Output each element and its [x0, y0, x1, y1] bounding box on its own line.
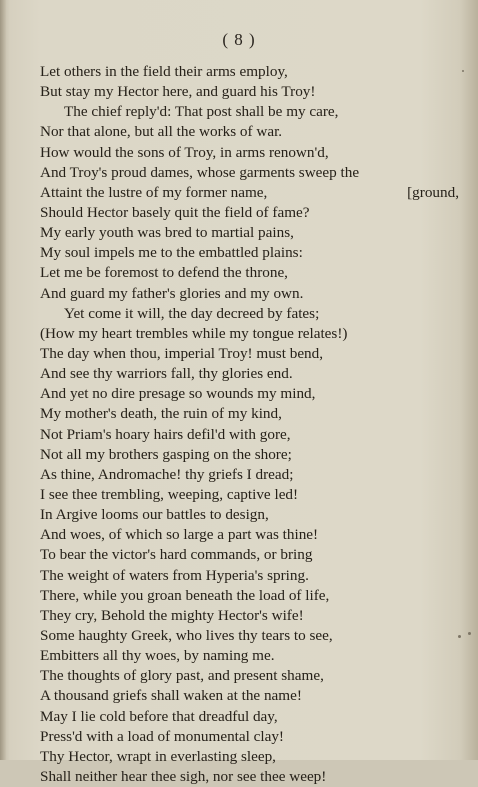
poem-line-text: And yet no dire presage so wounds my mind, [40, 385, 316, 403]
poem-line [40, 263, 465, 283]
poem-line [40, 747, 465, 767]
poem-line [40, 384, 465, 404]
poem-line-text: Let me be foremost to defend the throne, [40, 264, 288, 282]
poem-line-text: I see thee trembling, weeping, captive led! [40, 485, 299, 503]
poem-line [40, 344, 465, 364]
poem-line [40, 485, 465, 505]
poem-line-text: And Troy's proud dames, whose garments sweep the [40, 163, 360, 181]
page-number: ( 8 ) [222, 30, 256, 49]
poem-line [40, 727, 465, 747]
poem-line-text: Attaint the lustre of my former name, [40, 183, 268, 201]
poem-line-text: The chief reply'd: That post shall be my care, [64, 103, 339, 121]
turnover-word: [ground, [407, 183, 459, 201]
poem-line-text: Not Priam's hoary hairs defil'd with gore, [40, 425, 291, 443]
poem-line [40, 586, 465, 606]
poem-line [40, 284, 465, 304]
poem-line [40, 767, 465, 787]
poem-line-text: They cry, Behold the mighty Hector's wife! [40, 606, 304, 624]
poem-line [40, 203, 465, 223]
poem-line [40, 364, 465, 384]
poem-line-text: A thousand griefs shall waken at the name! [40, 687, 302, 705]
poem-line-text: As thine, Andromache! thy griefs I dread; [40, 465, 294, 483]
poem-line-text: The day when thou, imperial Troy! must bend, [40, 344, 324, 362]
poem-line [40, 425, 465, 445]
poem-line-text: And woes, of which so large a part was thine! [40, 526, 319, 544]
poem-line-text: Yet come it will, the day decreed by fates; [64, 304, 320, 322]
poem-line [40, 102, 465, 122]
poem-line [40, 646, 465, 666]
poem-line [40, 545, 465, 565]
poem-line-text: My mother's death, the ruin of my kind, [40, 405, 282, 423]
poem-line [40, 163, 465, 183]
poem-line-text: And see thy warriors fall, thy glories end. [40, 365, 293, 383]
poem-line [40, 122, 465, 142]
poem-body [40, 62, 465, 787]
poem-line-text: The thoughts of glory past, and present shame, [40, 667, 324, 685]
poem-line [40, 566, 465, 586]
poem-line [40, 223, 465, 243]
poem-line-text: Should Hector basely quit the field of fame? [40, 203, 310, 221]
poem-line-text: Embitters all thy woes, by naming me. [40, 647, 275, 665]
poem-line [40, 606, 465, 626]
poem-line-text: Shall neither hear thee sigh, nor see thee weep! [40, 767, 327, 785]
poem-line [40, 243, 465, 263]
poem-line [40, 525, 465, 545]
poem-line [40, 143, 465, 163]
poem-line-text: But stay my Hector here, and guard his Troy! [40, 83, 316, 101]
poem-line-text: How would the sons of Troy, in arms renown'd, [40, 143, 329, 161]
poem-line [40, 686, 465, 706]
poem-line [40, 445, 465, 465]
poem-line-text: There, while you groan beneath the load of life, [40, 586, 330, 604]
poem-line-text: Not all my brothers gasping on the shore; [40, 445, 292, 463]
poem-line [40, 62, 465, 82]
poem-line [40, 707, 465, 727]
poem-line [40, 324, 465, 344]
ink-speck [468, 632, 471, 635]
poem-line-text: Some haughty Greek, who lives thy tears to see, [40, 626, 333, 644]
poem-line-text: My early youth was bred to martial pains, [40, 224, 294, 242]
poem-line [40, 304, 465, 324]
poem-line [40, 666, 465, 686]
poem-line-text: May I lie cold before that dreadful day, [40, 707, 278, 725]
poem-line-text: Press'd with a load of monumental clay! [40, 727, 284, 745]
ink-speck [458, 635, 461, 638]
poem-line-text: To bear the victor's hard commands, or bring [40, 546, 313, 564]
poem-line-text: Let others in the field their arms employ, [40, 63, 288, 80]
poem-line [40, 465, 465, 485]
poem-line [40, 626, 465, 646]
poem-line-text: In Argive looms our battles to design, [40, 506, 269, 524]
poem-line-text: Thy Hector, wrapt in everlasting sleep, [40, 747, 276, 765]
poem-line-text: The weight of waters from Hyperia's spring. [40, 566, 309, 584]
poem-line [40, 505, 465, 525]
poem-line [40, 183, 465, 203]
poem-line-text: Nor that alone, but all the works of war. [40, 123, 283, 141]
poem-line [40, 82, 465, 102]
poem-line-text: (How my heart trembles while my tongue relates!) [40, 324, 348, 342]
poem-line [40, 404, 465, 424]
poem-line-text: And guard my father's glories and my own. [40, 284, 304, 302]
ink-speck [462, 70, 464, 72]
page-binding-edge [0, 0, 6, 760]
poem-line-text: My soul impels me to the embattled plains: [40, 244, 303, 262]
